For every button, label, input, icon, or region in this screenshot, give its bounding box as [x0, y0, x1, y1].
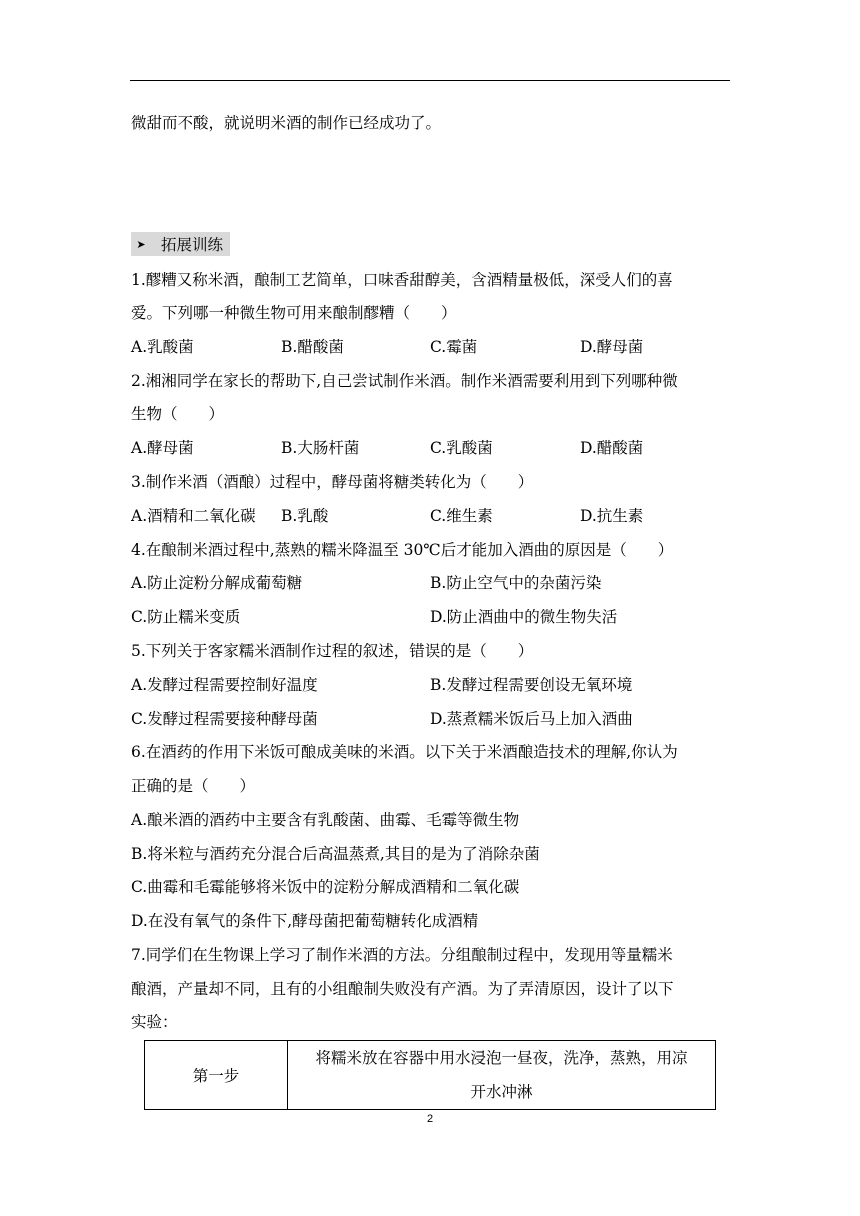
section-title: 拓展训练: [161, 236, 224, 254]
step-cell: 第一步: [145, 1041, 288, 1110]
option-c: C.发酵过程需要接种酵母菌: [131, 710, 318, 728]
option-c: C.防止糯米变质: [131, 608, 241, 626]
question-4-options-row-2: [131, 607, 731, 627]
question-1-stem-line-2: 爱。下列哪一种微生物可用来酿制醪糟（ ）: [131, 304, 457, 322]
question-5-stem: 5.下列关于客家糯米酒制作过程的叙述，错误的是（ ）: [131, 642, 534, 660]
question-5-options-row-1: [131, 675, 731, 695]
question-1-stem-line-1: 1.醪糟又称米酒，酿制工艺简单，口味香甜醇美，含酒精量极低，深受人们的喜: [131, 271, 673, 289]
question-7-stem-line-1: 7.同学们在生物课上学习了制作米酒的方法。分组酿制过程中，发现用等量糯米: [131, 946, 673, 964]
question-3-stem: 3.制作米酒（酒酿）过程中，酵母菌将糖类转化为（ ）: [131, 473, 534, 491]
section-heading: [131, 232, 230, 256]
option-a: A.发酵过程需要控制好温度: [131, 676, 318, 694]
question-6-option-d: D.在没有氧气的条件下,酵母菌把葡萄糖转化成酒精: [131, 912, 479, 930]
question-6-stem-line-1: 6.在酒药的作用下米饭可酿成美味的米酒。以下关于米酒酿造技术的理解,你认为: [131, 743, 678, 761]
option-a: A.酵母菌: [131, 439, 194, 457]
option-b: B.大肠杆菌: [281, 439, 360, 457]
option-d: D.醋酸菌: [580, 439, 644, 457]
step-content-line: 将糯米放在容器中用水浸泡一昼夜，洗净，蒸熟，用凉: [315, 1049, 688, 1067]
option-a: A.防止淀粉分解成葡萄糖: [131, 574, 303, 592]
step-content-line: 开水冲淋: [470, 1083, 533, 1101]
question-4-stem: 4.在酿制米酒过程中,蒸熟的糯米降温至 30℃后才能加入酒曲的原因是（ ）: [131, 541, 674, 559]
option-a: A.酒精和二氧化碳: [131, 507, 256, 525]
option-c: C.维生素: [430, 507, 493, 525]
question-6-option-a: A.酿米酒的酒药中主要含有乳酸菌、曲霉、毛霉等微生物: [131, 811, 520, 829]
option-c: C.乳酸菌: [430, 439, 493, 457]
question-7-stem-line-3: 实验：: [131, 1013, 178, 1031]
page-number: 2: [426, 1113, 434, 1125]
header-rule: [130, 80, 730, 81]
table-row: [145, 1041, 716, 1110]
arrow-bullet-icon: ➤: [136, 237, 146, 251]
option-d: D.酵母菌: [580, 338, 644, 356]
step-content-cell: [288, 1041, 716, 1110]
experiment-table: [144, 1040, 716, 1110]
question-3-options: [131, 506, 731, 526]
option-d: D.蒸煮糯米饭后马上加入酒曲: [430, 710, 633, 728]
question-2-stem-line-1: 2.湘湘同学在家长的帮助下,自己尝试制作米酒。制作米酒需要利用到下列哪种微: [131, 372, 678, 390]
option-b: B.乳酸: [281, 507, 329, 525]
question-5-options-row-2: [131, 709, 731, 729]
option-b: B.发酵过程需要创设无氧环境: [430, 676, 633, 694]
question-6-option-b: B.将米粒与酒药充分混合后高温蒸煮,其目的是为了消除杂菌: [131, 845, 540, 863]
option-a: A.乳酸菌: [131, 338, 194, 356]
option-b: B.醋酸菌: [281, 338, 344, 356]
option-c: C.霉菌: [430, 338, 478, 356]
intro-tail-text: 微甜而不酸，就说明米酒的制作已经成功了。: [131, 114, 442, 132]
option-d: D.抗生素: [580, 507, 644, 525]
question-4-options-row-1: [131, 573, 731, 593]
option-d: D.防止酒曲中的微生物失活: [430, 608, 618, 626]
option-b: B.防止空气中的杂菌污染: [430, 574, 602, 592]
question-1-options: [131, 337, 731, 357]
question-7-stem-line-2: 酿酒，产量却不同，且有的小组酿制失败没有产酒。为了弄清原因，设计了以下: [131, 980, 674, 998]
question-2-stem-line-2: 生物（ ）: [131, 405, 225, 423]
question-2-options: [131, 438, 731, 458]
question-6-option-c: C.曲霉和毛霉能够将米饭中的淀粉分解成酒精和二氧化碳: [131, 878, 520, 896]
question-6-stem-line-2: 正确的是（ ）: [131, 777, 256, 795]
